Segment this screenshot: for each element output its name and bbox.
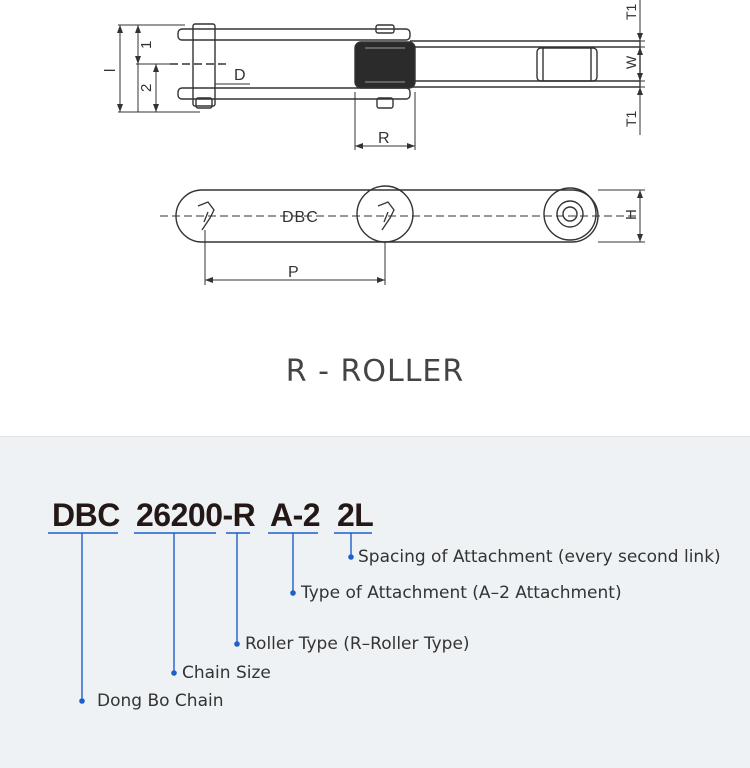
plate-text: DBC [282,209,319,226]
top-pin-left [193,24,215,106]
label-roller-type: Roller Type (R–Roller Type) [245,634,470,654]
drawing-caption: R - ROLLER [285,354,465,389]
dot-spacing [348,554,354,560]
code-segment-maker: DBC [52,497,120,533]
dot-roller [234,641,240,647]
top-roller-right [537,48,597,81]
dim-l2: 2 [138,83,155,92]
code-legend-panel [0,436,750,768]
top-roller-center [355,42,415,88]
dim-t1-bottom: T1 [623,110,639,127]
label-attachment-type: Type of Attachment (A–2 Attachment) [301,583,622,603]
code-segment-attachment: A-2 [270,497,321,533]
dim-l1: 1 [138,40,155,49]
dim-w: W [623,55,639,69]
label-chain-size: Chain Size [182,663,271,683]
dim-l: l [102,68,119,72]
dim-t1-top: T1 [623,3,639,20]
code-segment-size-type: 26200-R [136,497,256,533]
dot-maker [79,698,85,704]
label-spacing: Spacing of Attachment (every second link) [358,547,721,567]
side-roller-center [357,186,413,242]
dim-h: H [623,209,640,220]
dim-p: P [288,264,299,281]
side-roller-right [544,188,596,240]
dim-r: R [378,130,390,147]
label-maker: Dong Bo Chain [97,691,224,711]
dot-size [171,670,177,676]
dot-attachment [290,590,296,596]
top-plate-upper [178,29,410,40]
dim-d: D [234,67,246,84]
top-plate-lower [178,88,410,99]
code-segment-spacing: 2L [337,497,374,533]
